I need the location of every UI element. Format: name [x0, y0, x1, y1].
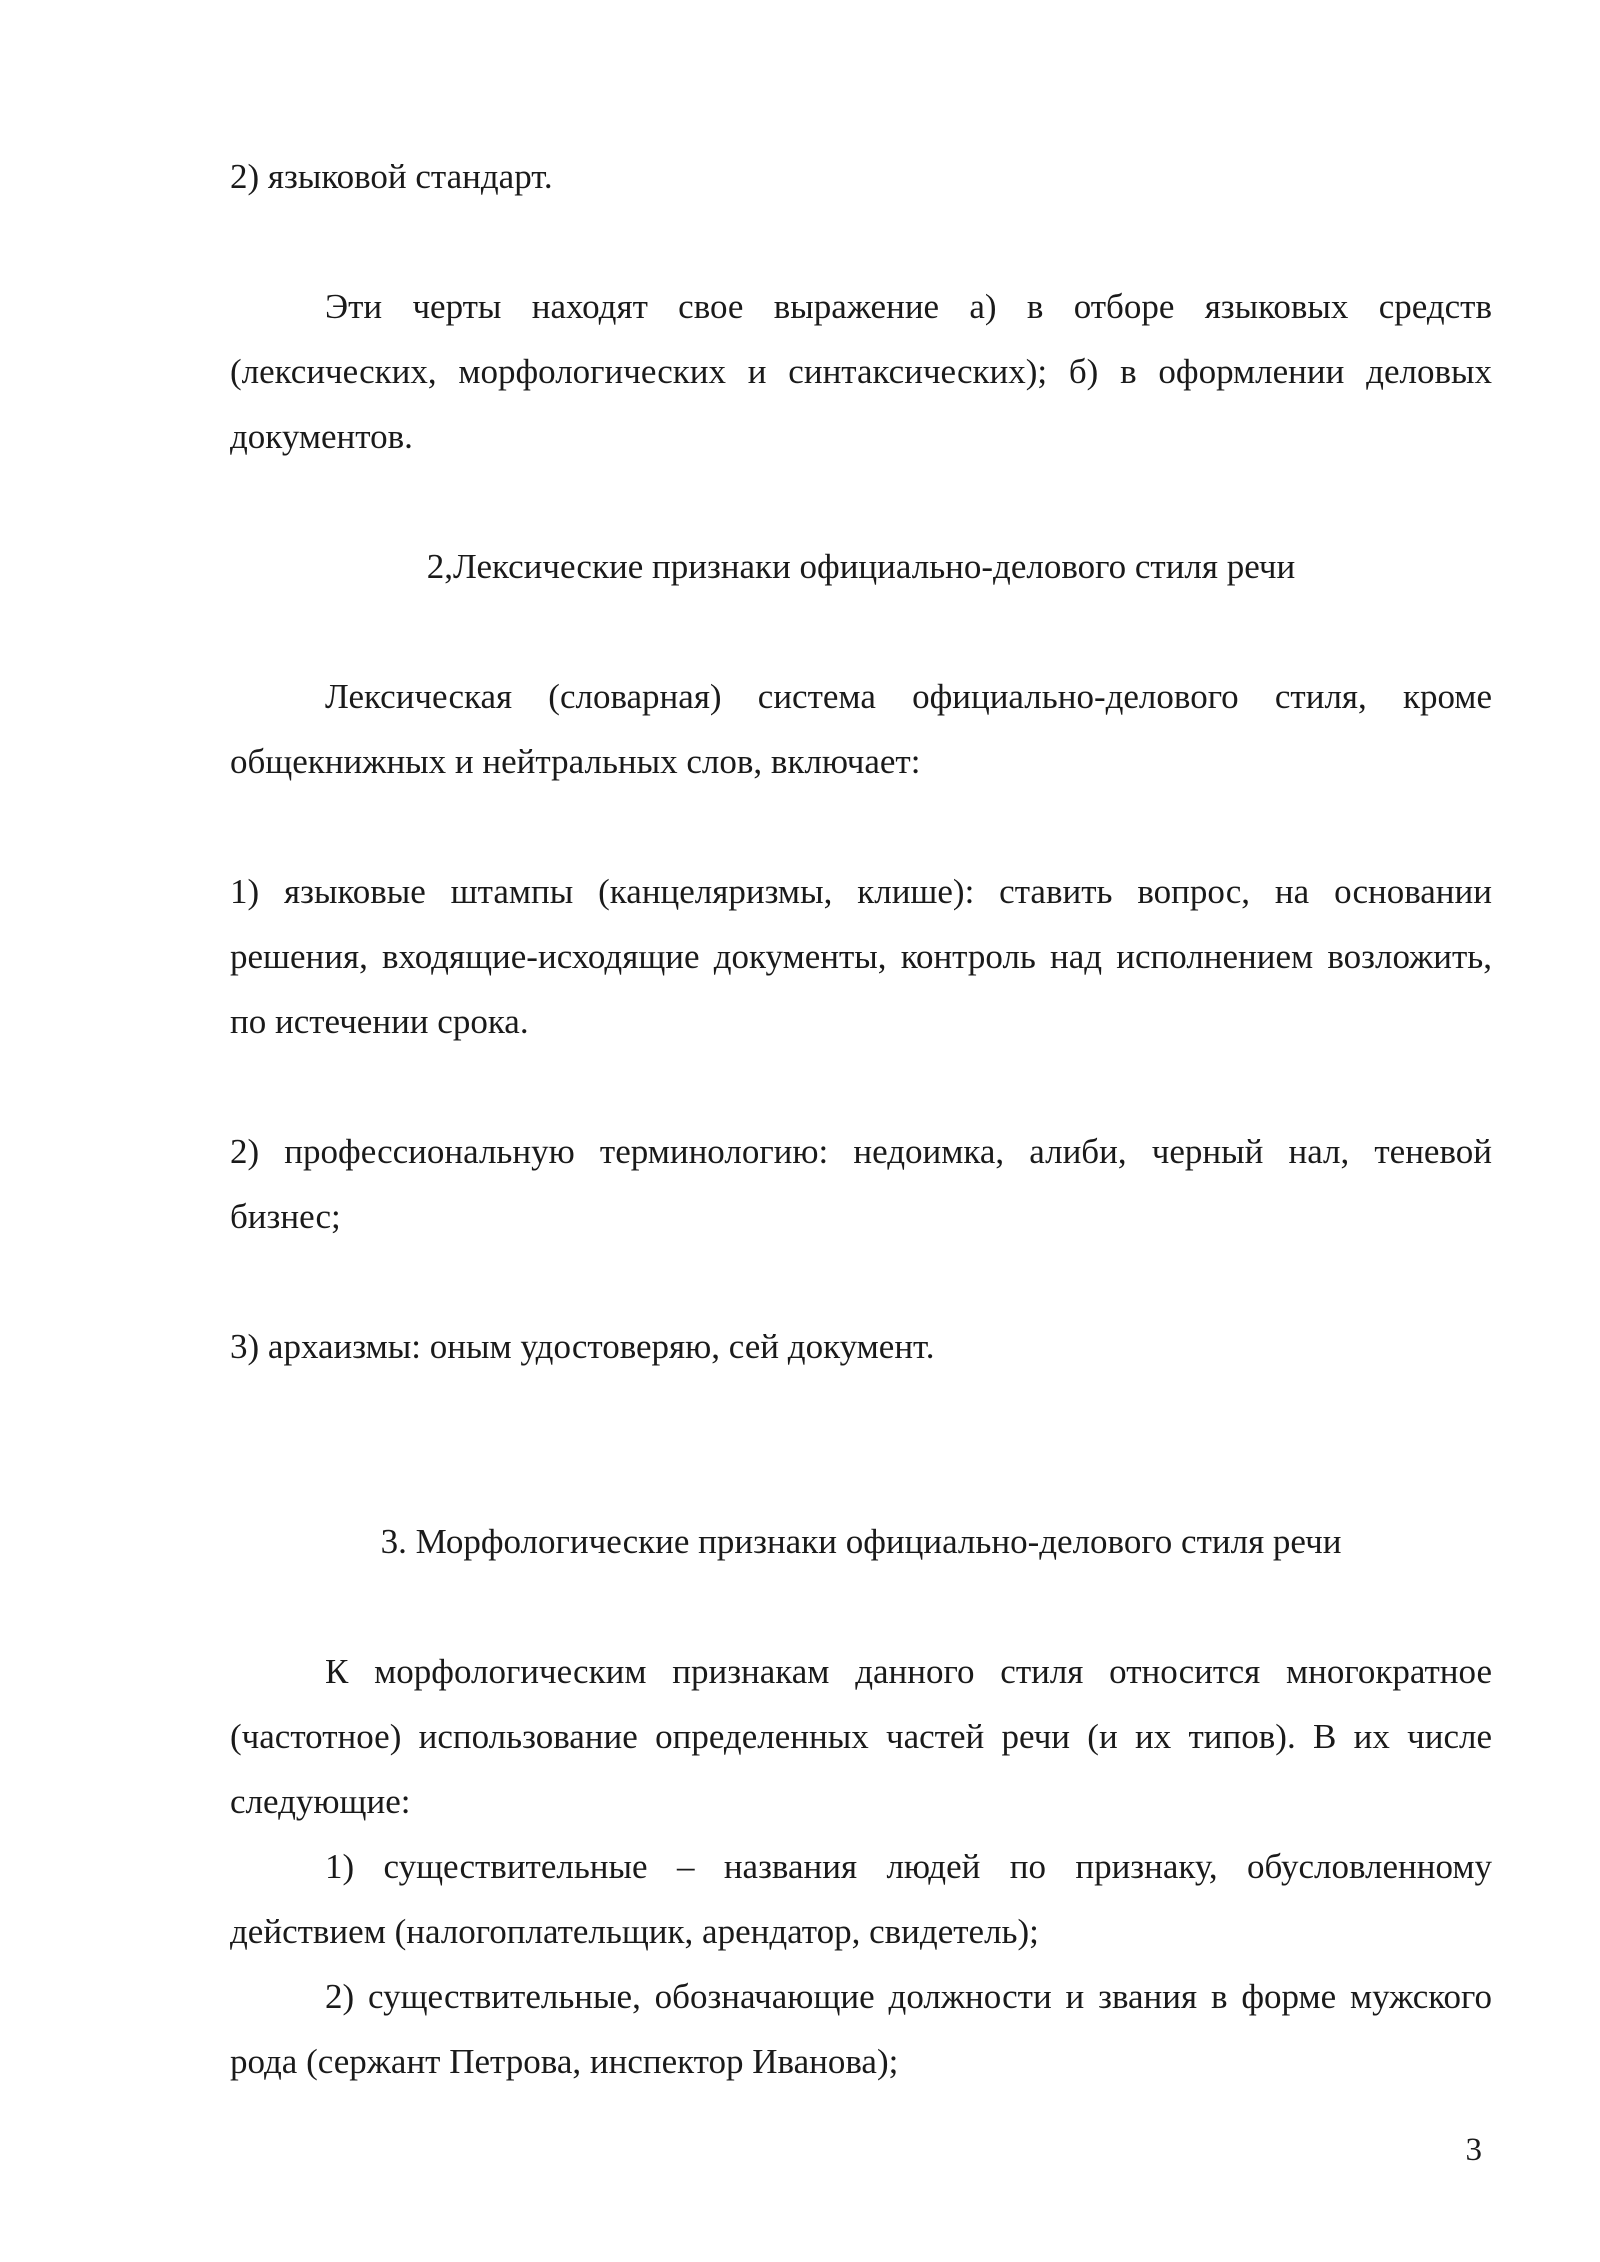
section-heading-lexical: 2,Лексические признаки официально-делового стиля речи: [426, 547, 1296, 586]
list-item-professional-terminology: 2) профессиональную терминологию: недоимка, алиби, черный нал, теневой бизнес;: [230, 1132, 1492, 1236]
list-item-nouns-action: 1) существительные – названия людей по признаку, обусловленному действием (налогоплательщик, арендатор, свидетель);: [230, 1847, 1492, 1951]
list-item-language-standard: 2) языковой стандарт.: [230, 157, 553, 196]
page-number: 3: [1465, 2132, 1482, 2168]
paragraph-lexical-system: Лексическая (словарная) система официально-делового стиля, кроме общекнижных и нейтральных слов, включает:: [230, 677, 1492, 781]
paragraph-features-expression: Эти черты находят свое выражение а) в отборе языковых средств (лексических, морфологических и синтаксических); б) в оформлении деловых документов.: [230, 287, 1492, 456]
section-heading-morphological: 3. Морфологические признаки официально-делового стиля речи: [380, 1522, 1342, 1561]
list-item-language-stamps: 1) языковые штампы (канцеляризмы, клише): ставить вопрос, на основании решения, входящие-исходящие документы, контроль над исполнением возложить, по истечении срока.: [230, 872, 1492, 1041]
list-item-archaisms: 3) архаизмы: оным удостоверяю, сей документ.: [230, 1327, 935, 1366]
paragraph-morphological-features: К морфологическим признакам данного стиля относится многократное (частотное) использование определенных частей речи (и их типов). В их числе следующие:: [230, 1652, 1492, 1821]
list-item-nouns-positions: 2) существительные, обозначающие должности и звания в форме мужского рода (сержант Петрова, инспектор Иванова);: [230, 1977, 1492, 2081]
